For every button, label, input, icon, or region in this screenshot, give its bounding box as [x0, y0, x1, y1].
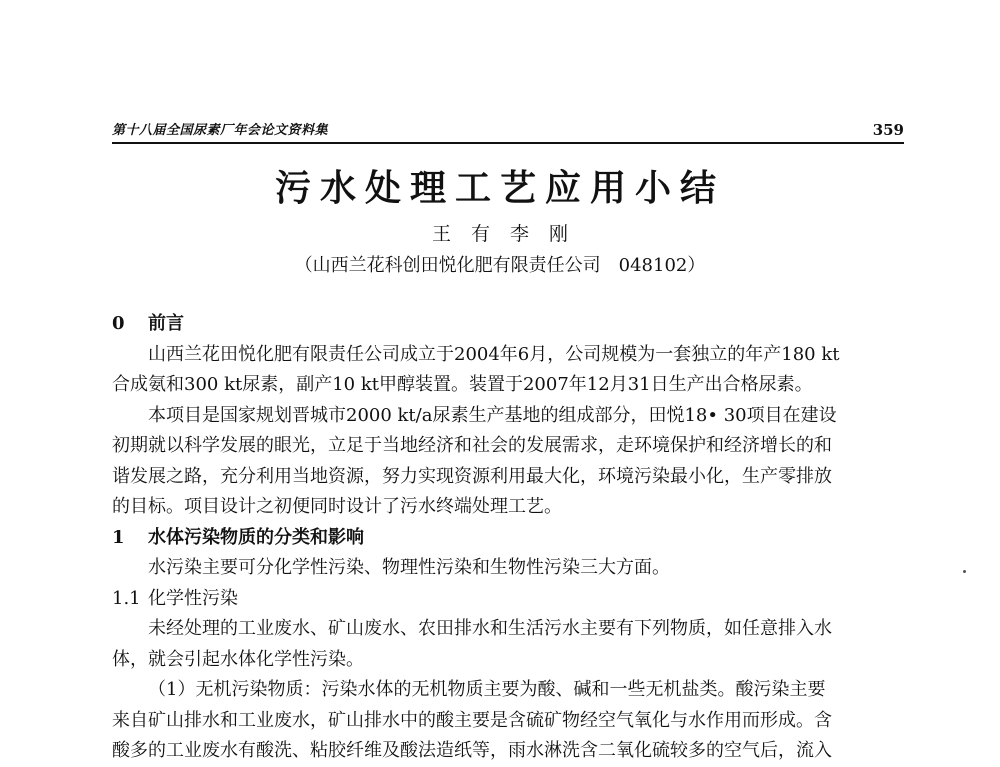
- section-title: 水体污染物质的分类和影响: [148, 526, 364, 548]
- section-heading-1: [112, 523, 904, 554]
- text-line: 合成氨和300 kt尿素，副产10 kt甲醇装置。装置于2007年12月31日生产出合格尿素。: [112, 374, 813, 395]
- paragraph-s1: [112, 553, 904, 584]
- page-number: 359: [872, 121, 904, 139]
- affiliation: （山西兰花科创田悦化肥有限责任公司 048102）: [294, 255, 706, 276]
- section-title: 前言: [148, 313, 184, 334]
- paragraph-intro-1: [112, 340, 904, 401]
- paper-title: 污水处理工艺应用小结: [274, 167, 725, 209]
- text-line: 酸多的工业废水有酸洗、粘胶纤维及酸法造纸等，雨水淋洗含二氧化硫较多的空气后，流入: [112, 740, 832, 761]
- section-title: 化学性污染: [148, 587, 238, 609]
- text-line: 来自矿山排水和工业废水，矿山排水中的酸主要是含硫矿物经空气氧化与水作用而形成。含: [112, 709, 832, 731]
- text-line: 初期就以科学发展的眼光，立足于当地经济和社会的发展需求，走环境保护和经济增长的和: [112, 435, 832, 456]
- text-line: 山西兰花田悦化肥有限责任公司成立于2004年6月，公司规模为一套独立的年产180 kt: [148, 343, 840, 365]
- running-header: [112, 116, 904, 144]
- journal-name: 第十八届全国尿素厂年会论文资料集: [112, 123, 329, 138]
- paragraph-s1-1-b: [112, 675, 904, 767]
- text-line: （1）无机污染物质：污染水体的无机物质主要为酸、碱和一些无机盐类。酸污染主要: [148, 679, 826, 700]
- text-line: 谐发展之路，充分利用当地资源，努力实现资源利用最大化，环境污染最小化，生产零排放: [112, 465, 832, 487]
- authors: 王 有 李 刚: [431, 223, 569, 245]
- section-heading-1-1: [112, 584, 904, 615]
- scan-speck: [963, 570, 966, 573]
- paragraph-intro-2: [112, 401, 904, 523]
- paragraph-s1-1-a: [112, 614, 904, 675]
- section-heading-0: [112, 309, 904, 340]
- text-line: 水污染主要可分化学性污染、物理性污染和生物性污染三大方面。: [148, 557, 670, 578]
- text-line: 未经处理的工业废水、矿山废水、农田排水和生活污水主要有下列物质，如任意排入水: [148, 618, 832, 639]
- text-line: 的目标。项目设计之初便同时设计了污水终端处理工艺。: [112, 496, 562, 517]
- section-number: 1.1: [112, 587, 141, 609]
- text-line: 体，就会引起水体化学性污染。: [112, 648, 364, 670]
- paper-body: [112, 309, 904, 767]
- section-number: 1: [112, 526, 125, 548]
- section-number: 0: [112, 313, 125, 334]
- text-line: 本项目是国家规划晋城市2000 kt/a尿素生产基地的组成部分，田悦18• 30项目在建设: [148, 404, 837, 426]
